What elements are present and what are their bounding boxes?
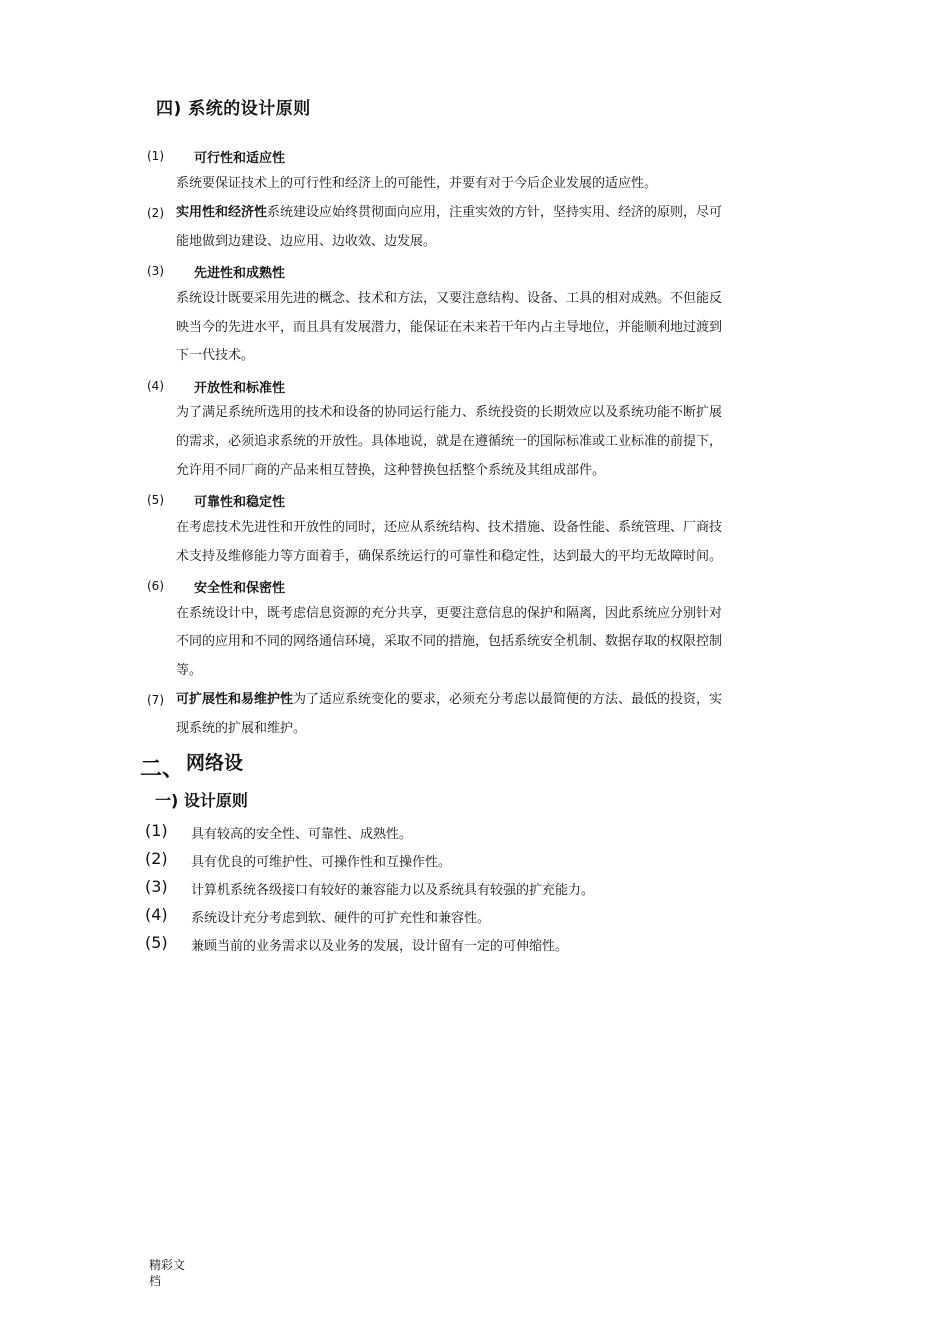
- item-title: 可靠性和稳定性: [194, 495, 286, 510]
- item-body-line: 在考虑技术先进性和开放性的同时，还应从系统结构、技术措施、设备性能、系统管理、厂商技: [176, 520, 723, 535]
- item-number: (3): [147, 264, 164, 278]
- list-item-text: 兼顾当前的业务需求以及业务的发展，设计留有一定的可伸缩性。: [191, 939, 569, 954]
- item-body-line: 系统要保证技术上的可行性和经济上的可能性，并要有对于今后企业发展的适应性。: [176, 176, 658, 191]
- list-number: (5): [145, 933, 168, 952]
- item-body-line: 不同的应用和不同的网络通信环境，采取不同的措施，包括系统安全机制、数据存取的权限控制: [176, 634, 723, 649]
- item-inline-text: 为了适应系统变化的要求，必须充分考虑以最简便的方法、最低的投资，实: [293, 692, 723, 707]
- section-heading: 四) 系统的设计原则: [156, 99, 311, 119]
- item-body-line: 允许用不同厂商的产品来相互替换，这种替换包括整个系统及其组成部件。: [176, 463, 606, 478]
- list-number: (1): [145, 821, 168, 840]
- item-body-line: 为了满足系统所选用的技术和设备的协同运行能力、系统投资的长期效应以及系统功能不断扩展: [176, 405, 723, 420]
- footer-line: 精彩文: [149, 1258, 186, 1272]
- chapter-title: 网络设: [186, 752, 244, 774]
- item-number: (1): [147, 149, 164, 163]
- item-title: 安全性和保密性: [194, 581, 286, 596]
- list-item-text: 系统设计充分考虑到软、硬件的可扩充性和兼容性。: [191, 911, 491, 926]
- item-number: (2): [147, 206, 164, 220]
- item-body-line: 下一代技术。: [176, 348, 255, 363]
- item-body-line: 映当今的先进水平，而且具有发展潜力，能保证在未来若干年内占主导地位，并能顺利地过渡到: [176, 320, 723, 335]
- list-number: (3): [145, 877, 168, 896]
- item-title: 实用性和经济性: [176, 205, 268, 220]
- item-title: 可扩展性和易维护性: [176, 692, 294, 707]
- list-item-text: 计算机系统各级接口有较好的兼容能力以及系统具有较强的扩充能力。: [191, 883, 595, 898]
- item-body-line: 术支持及维修能力等方面着手，确保系统运行的可靠性和稳定性，达到最大的平均无故障时间。: [176, 549, 723, 564]
- item-title: 开放性和标准性: [194, 381, 286, 396]
- footer-line: 档: [149, 1274, 162, 1288]
- item-number: (5): [147, 493, 164, 507]
- item-body-line: 能地做到边建设、边应用、边收效、边发展。: [176, 234, 437, 249]
- item-body-line: 系统设计既要采用先进的概念、技术和方法，又要注意结构、设备、工具的相对成熟。不但能反: [176, 291, 723, 306]
- chapter-number: 二、: [140, 757, 185, 782]
- item-body-line: 现系统的扩展和维护。: [176, 721, 307, 736]
- item-body-line: 的需求，必须追求系统的开放性。具体地说，就是在遵循统一的国际标准或工业标准的前提下，: [176, 434, 723, 449]
- item-body-line: 在系统设计中，既考虑信息资源的充分共享，更要注意信息的保护和隔离，因此系统应分别针对: [176, 606, 723, 621]
- list-number: (4): [145, 905, 168, 924]
- list-item-text: 具有较高的安全性、可靠性、成熟性。: [191, 827, 413, 842]
- item-number: (7): [147, 693, 164, 707]
- list-number: (2): [145, 849, 168, 868]
- sub-heading: 一) 设计原则: [155, 791, 248, 810]
- item-body-line: 等。: [176, 663, 203, 678]
- list-item-text: 具有优良的可维护性、可操作性和互操作性。: [191, 855, 452, 870]
- item-title: 可行性和适应性: [194, 151, 286, 166]
- item-number: (6): [147, 579, 164, 593]
- item-inline-text: 系统建设应始终贯彻面向应用，注重实效的方针，坚持实用、经济的原则，尽可: [267, 205, 723, 220]
- item-number: (4): [147, 379, 164, 393]
- item-first-line: [176, 199, 722, 228]
- item-title: 先进性和成熟性: [194, 266, 286, 281]
- item-first-line: [176, 686, 722, 715]
- footer-text: [149, 1257, 185, 1289]
